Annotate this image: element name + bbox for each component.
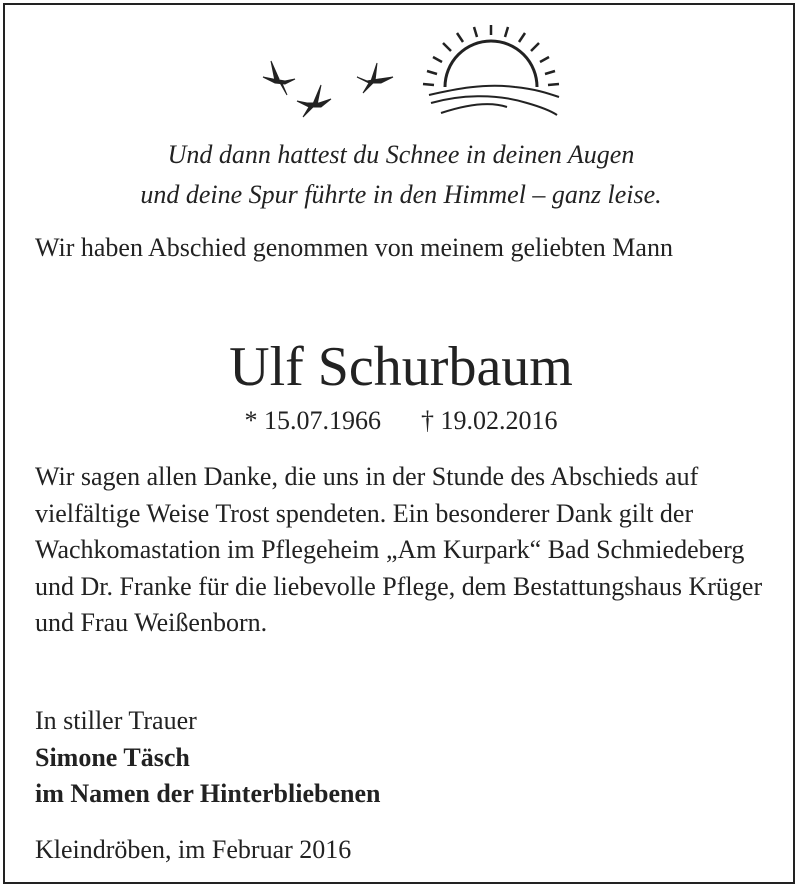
signoff [35,703,775,813]
birth-date: * 15.07.1966 [244,406,381,435]
obituary-notice [3,3,795,884]
thanks-paragraph: Wir sagen allen Danke, die uns in der Stunde des Abschieds auf vielfältige Weise Trost spendeten. Ein besonderer Dank gilt der Wachkomastation im Pflegeheim „Am Kurpark“ Bad Schmiedeberg und Dr. Franke für die liebevolle Pflege, dem Bestattungshaus Krüger und Frau Weißenborn. [35,462,763,637]
signer-name: Simone Täsch [35,742,190,772]
deceased-name: Ulf Schurbaum [229,336,573,398]
quote-line: und deine Spur führte in den Himmel – ganz leise. [140,180,662,209]
flying-birds-icon [263,61,393,117]
place-and-date: Kleindröben, im Februar 2016 [35,835,352,864]
sunset-icon [423,25,559,115]
quote [5,135,797,215]
life-dates [5,401,797,441]
intro-text: Wir haben Abschied genommen von meinem geliebten Mann [35,233,673,262]
on-behalf-line: im Namen der Hinterbliebenen [35,779,381,808]
death-date: † 19.02.2016 [421,406,558,435]
quote-line: Und dann hattest du Schnee in deinen Augen [167,140,635,169]
birds-sunset-illustration [245,21,565,121]
mourning-line: In stiller Trauer [35,706,197,735]
